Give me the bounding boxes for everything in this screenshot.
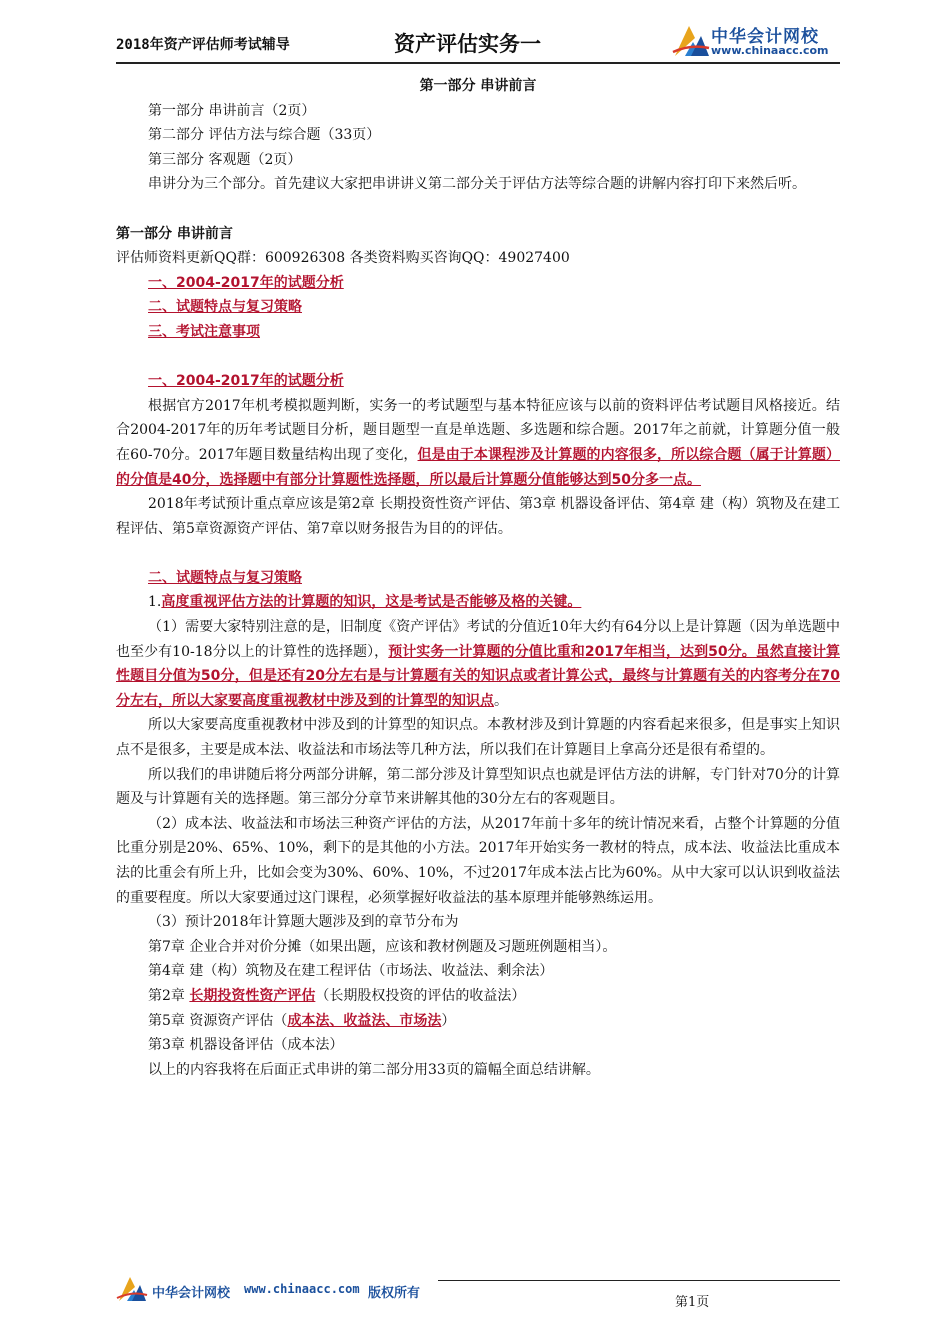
toc-item: 第一部分 串讲前言（2页） [148,102,316,119]
qq-contact-line: 评估师资料更新QQ群：600926308 各类资料购买咨询QQ：49027400 [116,250,570,267]
toc-link-analysis[interactable]: 一、2004-2017年的试题分析 [148,274,344,291]
chapter-line: 第7章 企业合并对价分摊（如果出题，应该和教材例题及习题班例题相当）。 [148,938,617,955]
section-1-paragraph-1: 根据官方2017年机考模拟题判断，实务一的考试题型与基本特征应该与以前的资料评估考试题目风格接近。结合2004-2017年的历年考试题目分析，题目题型一直是单选题、多选题和综合题。2017年之前就，计算题分值一般在60-70分。2017年题目数量结构出现了变化，但是由于本课程涉及计算题的内容很多，所以综合题（属于计算题）的分值是40分，选择题中有部分计算题性选择题，所以最后计算题分值能够达到50分多一点。 [116,397,840,488]
logo-icon [671,22,711,60]
toc-link-notes[interactable]: 三、考试注意事项 [148,323,260,340]
page-title: 第一部分 串讲前言 [419,78,537,94]
chapter-line: 第4章 建（构）筑物及在建工程评估（市场法、收益法、剩余法） [148,963,554,980]
section-2-paragraph-3: 所以我们的串讲随后将分两部分讲解，第二部分涉及计算型知识点也就是评估方法的讲解，专门针对70分的计算题及与计算题有关的选择题。第三部分分章节来讲解其他的30分左右的客观题目。 [116,766,840,808]
footer-divider [438,1280,840,1281]
section-2-paragraph-1: （1）需要大家特别注意的是，旧制度《资产评估》考试的分值近10年大约有64分以上是计算题（因为单选题中也至少有10-18分以上的计算性的选择题），预计实务一计算题的分值比重和2017年相当，达到50分。虽然直接计算性题目分值为50分，但是还有20分左右是与计算题有关的知识点或者计算公式，最终与计算题有关的内容考分在70分左右，所以大家要高度重视教材中涉及到的计算型的知识点。 [116,619,840,709]
page-number: 第1页 [675,1295,710,1310]
footer-logo-icon [116,1274,148,1304]
chapter-line: 第5章 资源资产评估（成本法、收益法、市场法） [148,1012,456,1029]
logo-brand-name: 中华会计网校 [711,27,819,47]
section-2-paragraph-2: 所以大家要高度重视教材中涉及到的计算型的知识点。本教材涉及到计算题的内容看起来很多，但是事实上知识点不是很多，主要是成本法、收益法和市场法等几种方法，所以我们在计算题目上拿高分还是很有希望的。 [116,717,840,759]
closing-paragraph: 以上的内容我将在后面正式串讲的第二部分用33页的篇幅全面总结讲解。 [148,1061,600,1078]
section-2-heading: 二、试题特点与复习策略 [148,569,302,586]
section-1-heading: 一、2004-2017年的试题分析 [148,373,344,390]
toc-link-strategy[interactable]: 二、试题特点与复习策略 [148,299,302,316]
header-course-label: 2018年资产评估师考试辅导 [116,37,290,53]
page-header [116,22,840,62]
section-2-paragraph-4: （2）成本法、收益法和市场法三种资产评估的方法，从2017年前十多年的统计情况来看，占整个计算题的分值比重分别是20%、65%、10%，剩下的是其他的小方法。2017年开始实务一教材的特点，成本法、收益法比重成本法的比重会有所上升，比如会变为30%、60%、10%，不过2017年成本法占比为60%。从中大家可以认识到收益法的重要程度。所以大家要通过这门课程，必须掌握好收益法的基本原理并能够熟练运用。 [116,815,840,906]
highlight-text: 高度重视评估方法的计算题的知识，这是考试是否能够及格的关键。 [161,594,582,611]
chapter-line: 第2章 长期投资性资产评估（长期股权投资的评估的收益法） [148,987,526,1004]
highlight-text: 长期投资性资产评估 [189,987,316,1004]
section-heading: 第一部分 串讲前言 [116,225,233,242]
header-divider [116,62,840,64]
footer-brand: 中华会计网校 [152,1286,231,1301]
header-logo[interactable] [671,22,843,62]
chapter-line: 第3章 机器设备评估（成本法） [148,1037,344,1054]
highlight-text: 成本法、收益法、市场法 [287,1012,442,1029]
document-body [116,74,840,1082]
toc-item: 第二部分 评估方法与综合题（33页） [148,127,381,144]
section-2-item-1: 1.高度重视评估方法的计算题的知识，这是考试是否能够及格的关键。 [148,594,582,611]
page-footer [116,1274,840,1324]
logo-url: www.chinaacc.com [711,44,829,57]
intro-paragraph: 串讲分为三个部分。首先建议大家把串讲讲义第二部分关于评估方法等综合题的讲解内容打印下来然后听。 [148,176,806,193]
header-subject-title: 资产评估实务一 [394,32,541,56]
toc-item: 第三部分 客观题（2页） [148,151,302,168]
footer-url[interactable]: www.chinaacc.com [244,1282,360,1296]
highlight-text: 预计实务一计算题的分值比重和2017年相当，达到50分。虽然直接计算性题目分值为50分，但是还有20分左右是与计算题有关的知识点或者计算公式，最终与计算题有关的内容考分在70分左右，所以大家要高度重视教材中涉及到的计算型的知识点 [116,643,840,709]
footer-copyright: 版权所有 [368,1286,421,1301]
section-2-paragraph-5: （3）预计2018年计算题大题涉及到的章节分布为 [148,914,459,931]
highlight-text: 但是由于本课程涉及计算题的内容很多，所以综合题（属于计算题）的分值是40分，选择题中有部分计算题性选择题，所以最后计算题分值能够达到50分多一点。 [116,446,840,488]
section-1-paragraph-2: 2018年考试预计重点章应该是第2章 长期投资性资产评估、第3章 机器设备评估、第4章 建（构）筑物及在建工程评估、第5章资源资产评估、第7章以财务报告为目的的评估。 [116,496,840,537]
